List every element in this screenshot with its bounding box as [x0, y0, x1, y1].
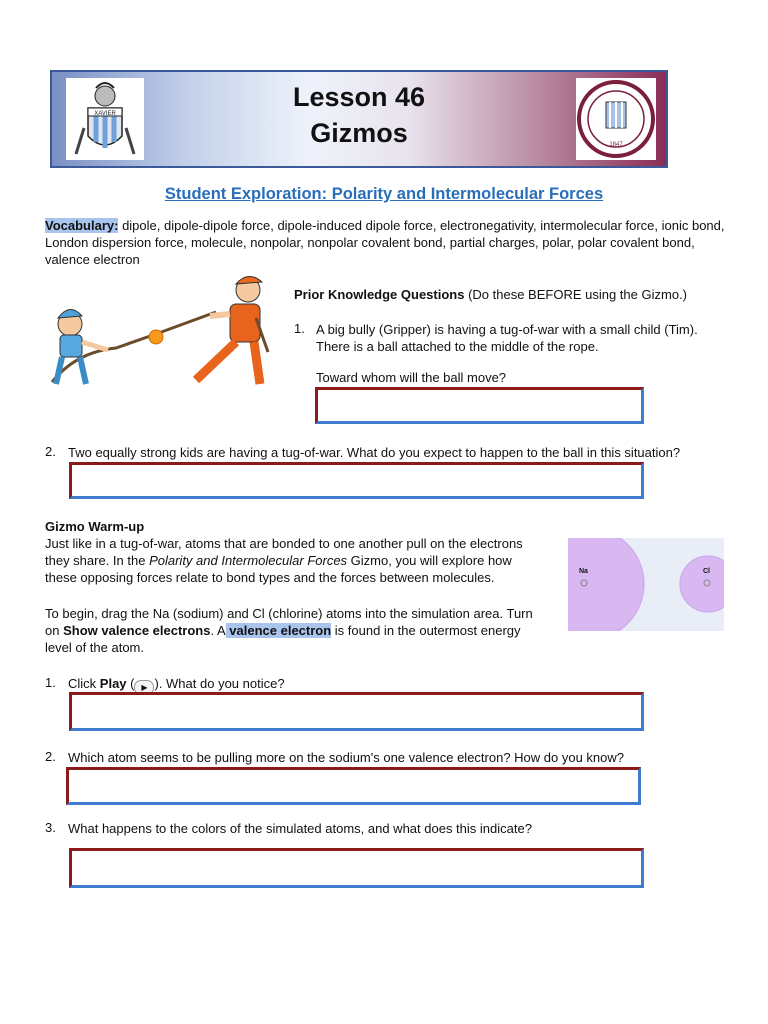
lesson-topic: Gizmos [310, 118, 408, 148]
lesson-banner [50, 70, 668, 168]
chlorine-atom-label: Cl [703, 568, 710, 575]
warmup-question-1-text: Click Play ( ▶ ). What do you notice? [68, 675, 668, 695]
question-number: 3. [45, 820, 56, 835]
sodium-atom-label: Na [579, 568, 588, 575]
vocabulary-label: Vocabulary: [45, 218, 119, 233]
question-2-text: Two equally strong kids are having a tug-of-war. What do you expect to happen to the ball in this situation? [68, 445, 681, 460]
play-icon: ▶ [134, 680, 154, 695]
xavier-high-school-seal [576, 78, 656, 160]
vocabulary-terms: dipole, dipole-dipole force, dipole-induced dipole force, electronegativity, intermolecular force, ionic bond, London dispersion force, molecule, nonpolar, nonpolar covalent bond, partial charges, polar, polar covalent bond, valence electron [45, 218, 725, 267]
warmup-paragraph-2: To begin, drag the Na (sodium) and Cl (chlorine) atoms into the simulation area. Turn on Show valence electrons. A valence electron is found in the outermost energy level of the atom. [45, 606, 533, 655]
answer-box-warmup-3[interactable] [69, 848, 644, 888]
svg-text:1847: 1847 [609, 142, 623, 148]
question-number: 2. [45, 749, 56, 764]
svg-text:XAVIER: XAVIER [94, 111, 116, 117]
warmup-paragraph-1: Just like in a tug-of-war, atoms that are bonded to one another pull on the electrons they share. In the Polarity and Intermolecular Forces Gizmo, you will explore how these opposing forces relate to bond types and the forces between molecules. [45, 536, 523, 585]
question-1-text: A big bully (Gripper) is having a tug-of-war with a small child (Tim). There is a ball attached to the middle of the rope. [316, 322, 698, 354]
answer-box-warmup-2[interactable] [66, 767, 641, 805]
warmup-question-3-text: What happens to the colors of the simulated atoms, and what does this indicate? [68, 821, 532, 836]
answer-box-q1[interactable] [315, 387, 644, 424]
exploration-title: Student Exploration: Polarity and Intermolecular Forces [164, 185, 604, 203]
question-number: 1. [45, 675, 56, 690]
lesson-number: Lesson 46 [292, 82, 426, 112]
prior-knowledge-heading: Prior Knowledge Questions (Do these BEFORE using the Gizmo.) [294, 287, 687, 302]
question-number: 2. [45, 444, 56, 459]
warmup-question-2-text: Which atom seems to be pulling more on the sodium's one valence electron? How do you know? [68, 750, 625, 765]
answer-box-warmup-1[interactable] [69, 692, 644, 731]
warmup-heading: Gizmo Warm-up [45, 519, 145, 534]
answer-box-q2[interactable] [69, 462, 644, 499]
gizmo-simulation-thumbnail [568, 538, 724, 631]
question-number: 1. [294, 321, 305, 336]
question-1-prompt: Toward whom will the ball move? [316, 370, 507, 385]
tug-of-war-illustration [46, 272, 278, 402]
vocabulary-paragraph [45, 217, 725, 268]
